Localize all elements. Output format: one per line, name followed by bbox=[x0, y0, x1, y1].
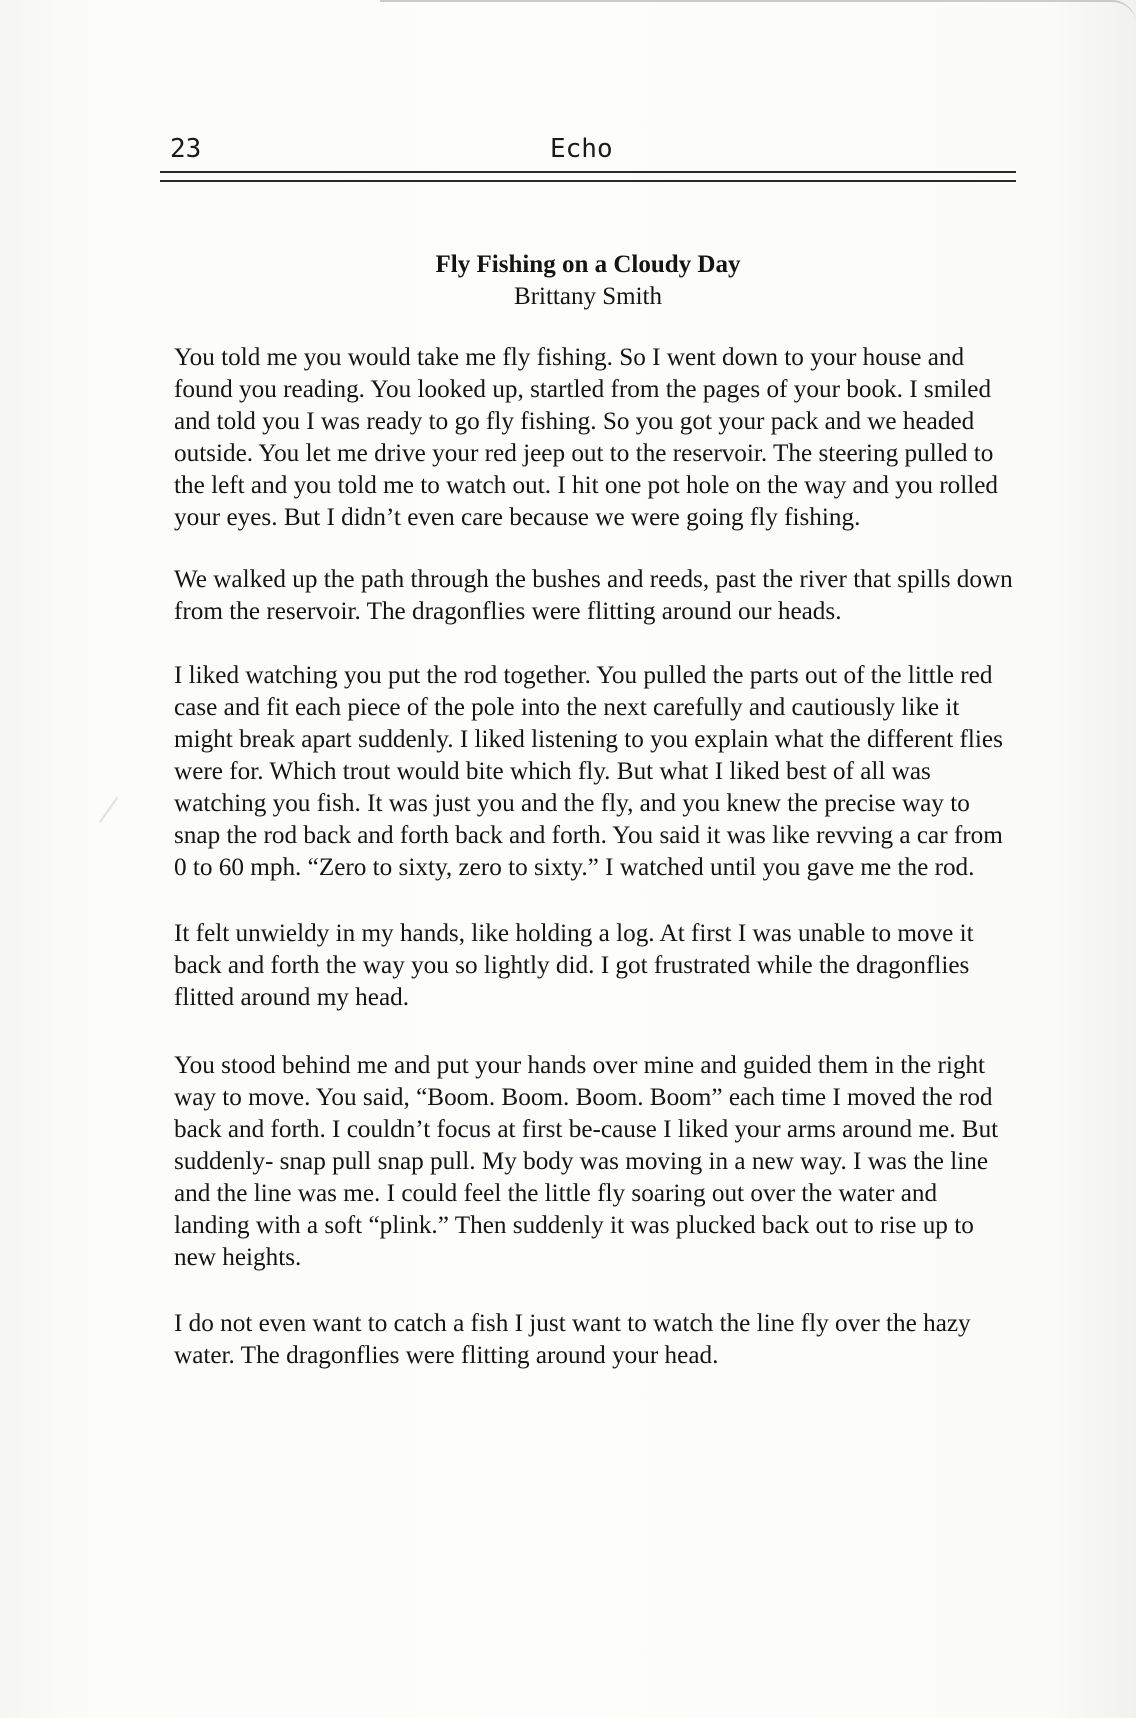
paragraph: We walked up the path through the bushes and reeds, past the river that spills down from the reservoir. The dragonflies were flitting around our heads. bbox=[174, 566, 1013, 625]
paragraph: I do not even want to catch a fish I just want to watch the line fly over the hazy water. The dragonflies were flitting around your head. bbox=[174, 1310, 971, 1369]
story-author: Brittany Smith bbox=[514, 283, 662, 310]
page-edge-shadow bbox=[380, 0, 1136, 24]
page-number: 23 bbox=[170, 134, 202, 164]
paragraph: It felt unwieldy in my hands, like holding a log. At first I was unable to move it back and forth the way you so lightly did. I got frustrated while the dragonflies flitted around my head. bbox=[174, 920, 974, 1011]
running-header bbox=[160, 128, 1016, 168]
story-body bbox=[174, 342, 1014, 1402]
paragraph: I liked watching you put the rod together. You pulled the parts out of the little red case and fit each piece of the pole into the next carefully and cautiously like it might break apart suddenly. I liked listening to you explain what the different flies were for. Which trout would bite which fly. But what I liked best of all was watching you fish. It was just you and the fly, and you knew the precise way to snap the rod back and forth back and forth. You said it was like revving a car from 0 to 60 mph. “Zero to sixty, zero to sixty.” I watched until you gave me the rod. bbox=[174, 662, 1003, 881]
header-double-rule bbox=[160, 171, 1016, 182]
paragraph: You told me you would take me fly fishing. So I went down to your house and found you reading. You looked up, startled from the pages of your book. I smiled and told you I was ready to go fly fishing. So you got your pack and we headed outside. You let me drive your red jeep out to the reservoir. The steering pulled to the left and you told me to watch out. I hit one pot hole on the way and you rolled your eyes. But I didn’t even care because we were going fly fishing. bbox=[174, 344, 999, 531]
paragraph: You stood behind me and put your hands over mine and guided them in the right way to move. You said, “Boom. Boom. Boom. Boom” each time I moved the rod back and forth. I couldn’t focus at first be-cause I liked your arms around me. But suddenly- snap pull snap pull. My body was moving in a new way. I was the line and the line was me. I could feel the little fly soaring out over the water and landing with a soft “plink.” Then suddenly it was plucked back out to rise up to new heights. bbox=[174, 1052, 999, 1271]
scan-mark bbox=[99, 797, 133, 833]
running-title: Echo bbox=[550, 134, 613, 164]
story-title: Fly Fishing on a Cloudy Day bbox=[435, 251, 741, 278]
story-heading bbox=[160, 248, 1016, 312]
